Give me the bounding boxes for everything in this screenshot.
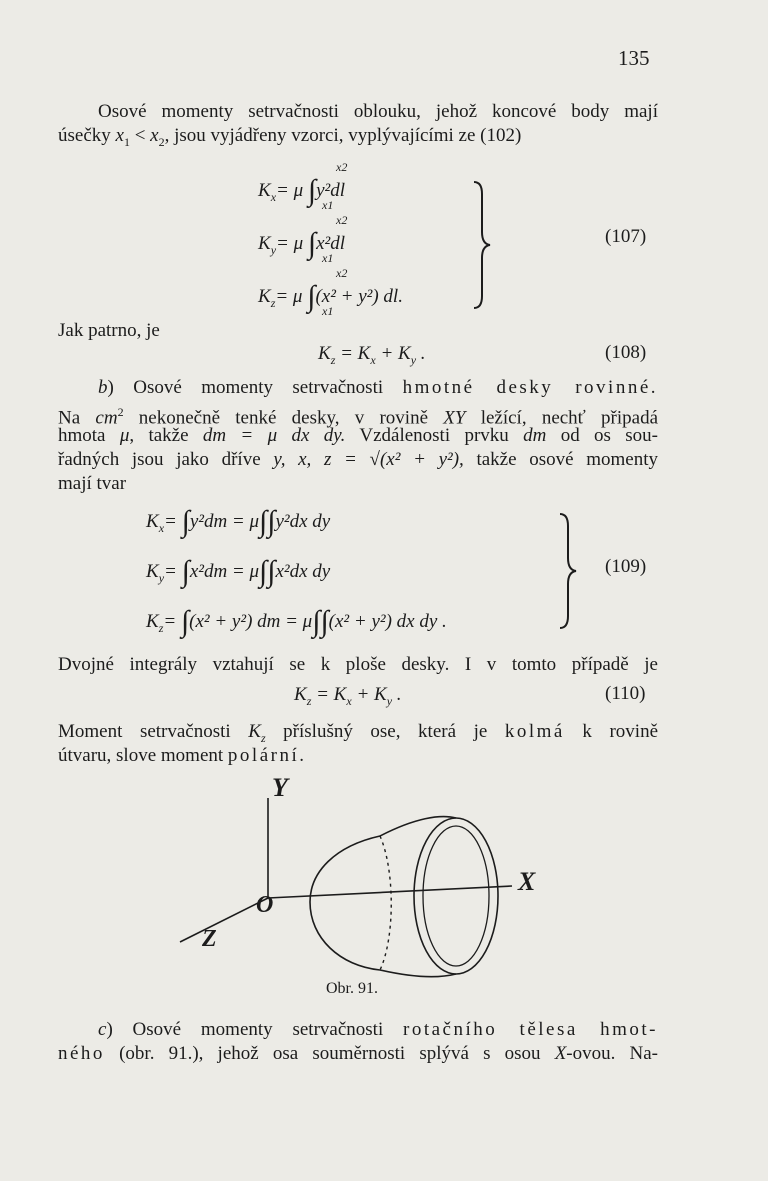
spaced-text: polární [227,745,300,766]
text: Na [58,407,96,429]
eq109-ky [146,556,330,590]
lower-limit: x1 [322,304,334,318]
k-symbol: K [294,684,307,705]
integral-sign: ∫ [181,505,190,538]
k-symbol: K [258,233,271,254]
eq-part: . [416,343,426,364]
sub: y [386,693,393,708]
eq-part: (x² + y²) dx dy . [328,611,447,632]
text: Moment setrvačnosti [58,721,249,742]
integral-sign: ∫ [320,605,329,638]
eq-part: x²dx dy [275,561,331,582]
eq-part: y²dm = μ [189,511,260,532]
dvojne-line: Dvojné integrály vztahují se k ploše desky. I v tomto případě je [58,654,658,675]
eq-body: (x² + y²) dl. [315,286,403,307]
partc-line-2 [58,1042,658,1066]
spaced-text: ného [58,1043,105,1064]
k-symbol: K [258,180,271,201]
part-letter: c [98,1019,107,1040]
page-number: 135 [618,46,650,70]
symbol: μ [119,425,130,446]
partb-line-5: mají tvar [58,473,127,494]
origin-label: O [256,892,274,918]
eq110 [294,683,402,713]
partc-line-1 [58,1018,658,1042]
x-symbol: x [115,125,124,146]
k-symbol: K [146,561,159,582]
eq-rhs: = μ [276,233,304,254]
intro-line-1: Osové momenty setrvačnosti oblouku, jehož koncové body mají [98,101,658,122]
eq-part: = [164,511,182,532]
symbol: dm [523,425,547,446]
text: Vzdálenosti prvku [345,425,524,446]
lower-limit: x1 [322,251,334,265]
integral-sign: ∫ [259,505,268,538]
eq-rhs: = μ [276,180,304,201]
part-letter: b [98,377,108,398]
text: příslušný ose, která je [265,721,505,742]
sub: x [270,189,277,204]
eq-body: x²dl [316,233,346,254]
sub: z [270,295,276,310]
eq-part: + K [351,684,387,705]
partb-line-4 [58,448,658,472]
k-symbol: K [318,343,331,364]
sub: z [330,352,336,367]
integral-sign: ∫ [181,555,190,588]
text: k rovině [564,721,659,742]
eq-part: y²dx dy [275,511,331,532]
intro-text: úsečky [58,125,116,146]
eq-part: + K [375,343,411,364]
text: od os sou- [546,425,658,446]
k-symbol: K [146,511,159,532]
symbol: y, x, z = √(x² + y²), [273,449,464,470]
text: ) Osové momenty setrvačnosti [107,377,403,398]
sub: y [410,352,417,367]
sub: y [158,570,165,585]
text: . [299,745,304,766]
text: -ovou. Na- [566,1043,659,1064]
integral-sign: ∫ [312,605,321,638]
text: hmota [58,425,120,446]
intro-text: , jsou vyjádřeny vzorci, vyplývajícími ze (102) [164,125,522,146]
x-axis-label: X [518,867,536,896]
eq-number-108: (108) [605,342,647,363]
sub-1: 1 [123,134,130,149]
sub: x [346,693,352,708]
jak-patrno: Jak patrno, je [58,320,160,341]
sub: x [370,352,376,367]
eq-part: = K [311,684,347,705]
eq-rhs: = μ [275,286,303,307]
body-right-face [414,818,498,974]
symbol: X [554,1043,567,1064]
sub: z [260,730,266,745]
eq-number-109: (109) [605,556,647,577]
brace-109 [556,512,580,630]
upper-limit: x2 [336,160,348,174]
eq-part: (x² + y²) dm = μ [189,611,313,632]
eq109-kx [146,506,330,540]
sub-2: 2 [158,134,165,149]
sup: 2 [117,405,124,419]
hidden-section [380,836,391,970]
lt-symbol: < [129,125,151,146]
eq-number-110: (110) [605,683,646,704]
symbol: dm = μ dx dy. [202,425,346,446]
moment-line-2 [58,744,658,768]
eq-body: y²dl [316,180,346,201]
eq-number-107: (107) [605,226,647,247]
brace-107 [470,180,494,310]
k-symbol: K [146,611,159,632]
sub: z [158,620,164,635]
body-left-side [310,836,380,970]
text: ležící, nechť připadá [465,407,659,429]
z-axis [180,898,268,942]
integral-sign: ∫ [307,227,317,260]
text: ) Osové momenty setrvačnosti [106,1019,404,1040]
eq108 [318,342,426,372]
x-symbol: x [150,125,159,146]
z-axis-label: Z [202,926,217,952]
text: (obr. 91.), jehož osa souměrnosti splývá s osou [104,1043,555,1064]
spaced-text: hmotné desky rovinné. [402,377,658,398]
figure-caption: Obr. 91. [326,980,378,997]
eq-part: x²dm = μ [189,561,260,582]
text: , takže [129,425,203,446]
integral-sign: ∫ [267,555,276,588]
partb-line-3 [58,424,658,448]
x-axis [268,886,512,898]
integral-sign: ∫ [180,605,190,638]
eq-part: = K [335,343,371,364]
sub: x [158,520,165,535]
integral-sign: ∫ [307,174,317,207]
partb-line-1 [58,376,658,400]
text: útvaru, slove moment [58,745,228,766]
text: takže osové momenty [463,449,658,470]
text: nekonečně tenké desky, v rovině [123,407,444,429]
figure-91 [160,770,580,980]
sub: y [270,242,277,257]
lower-limit: x1 [322,198,334,212]
eq109-kz [146,606,447,640]
upper-limit: x2 [336,266,348,280]
integral-sign: ∫ [259,555,268,588]
intro-line-2 [58,124,658,154]
upper-limit: x2 [336,213,348,227]
eq-part: . [392,684,402,705]
symbol: K [248,721,261,742]
integral-sign: ∫ [307,280,316,313]
sub: z [306,693,312,708]
spaced-text: kolmá [504,721,565,742]
spaced-text: rotačního tělesa hmot- [403,1019,658,1040]
eq-part: = [164,561,182,582]
y-axis-label: Y [272,773,288,802]
symbol: XY [443,407,466,429]
k-symbol: K [258,286,271,307]
eq-part: = [163,611,181,632]
body-top-edge [380,817,456,836]
symbol: cm [95,407,118,429]
integral-sign: ∫ [267,505,276,538]
text: řadných jsou jako dříve [58,449,274,470]
body-right-rim [423,826,489,966]
